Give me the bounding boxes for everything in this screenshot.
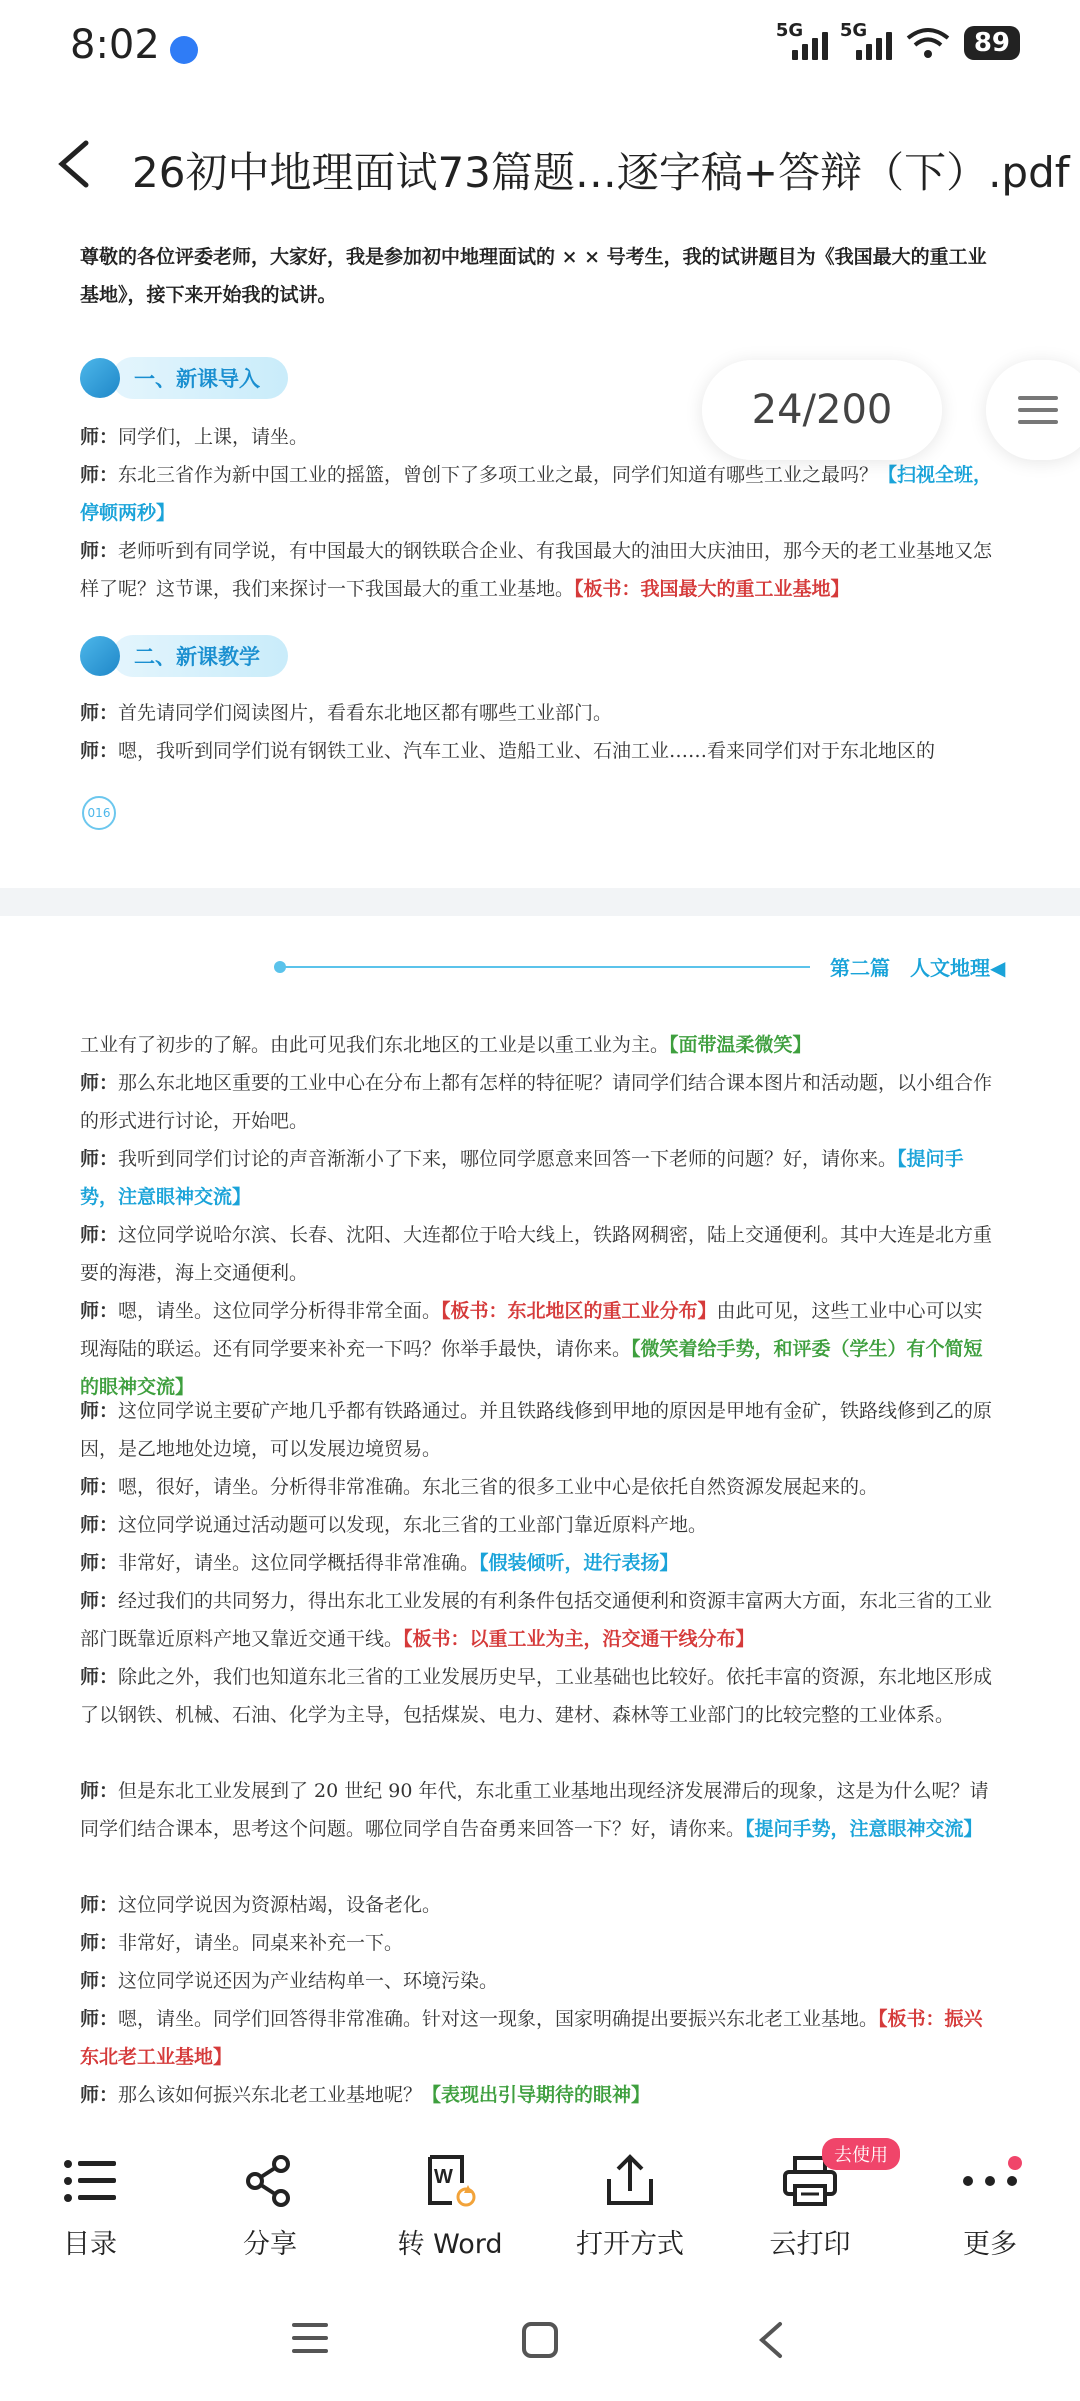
speaker-label: 师： [80,1148,119,1170]
toolbar-label: 目录 [63,2229,117,2260]
paragraph [80,1658,1000,1734]
speaker-label: 师： [80,1514,119,1536]
speaker-label: 师： [80,1224,119,1246]
notification-dot [1008,2156,1022,2170]
section-heading-new-intro [80,348,288,408]
paragraph [80,1506,1000,1544]
speaker-label: 师： [80,1780,119,1802]
paragraph [80,1886,1000,1924]
paragraph-text: 嗯，很好，请坐。分析得非常准确。东北三省的很多工业中心是依托自然资源发展起来的。 [118,1476,879,1498]
stage-note: 【假装倾听，进行表扬】 [479,1552,679,1574]
toolbar-cloud-print-button[interactable] [720,2136,900,2276]
speaker-label: 师： [80,1400,119,1422]
word-icon [422,2153,478,2209]
paragraph-text: 老师听到有同学说，有中国最大的钢铁联合企业、有我国最大的油田大庆油田，那今天的老工业基地又怎样了呢？这节课，我们来探讨一下我国最大的重工业基地。 [80,540,993,600]
paragraph [80,732,1000,770]
recents-icon [290,2320,330,2356]
stage-note: 【板书：以重工业为主，沿交通干线分布】 [403,1628,755,1650]
paragraph-text: 嗯，请坐。同学们回答得非常准确。针对这一现象，国家明确提出要振兴东北老工业基地。 [118,2008,879,2030]
board-note: 【板书：我国最大的重工业基地】 [574,578,850,600]
battery-indicator: 89 [964,26,1020,60]
page-separator [0,888,1080,916]
speaker-label: 师： [80,2084,119,2106]
toolbar-label: 打开方式 [576,2229,684,2260]
signal-label: 5G [839,20,868,41]
toolbar-contents-button[interactable] [0,2136,180,2276]
paragraph-text: 这位同学说通过活动题可以发现，东北三省的工业部门靠近原料产地。 [118,1514,708,1536]
speaker-label: 师： [80,1932,119,1954]
paragraph [80,1026,1000,1064]
paragraph-text: 经过我们的共同努力，得出东北工业发展的有利条件包括交通便利和资源丰富两大方面，东北三省的工业部门既靠近原料产地又靠近交通干线。 [80,1590,993,1650]
toolbar-share-button[interactable] [180,2136,360,2276]
speaker-label: 师： [80,464,119,486]
page-indicator[interactable]: 24/200 [702,360,942,460]
status-time: 8:02 [70,22,160,68]
paragraph-text: 那么东北地区重要的工业中心在分布上都有怎样的特征呢？请同学们结合课本图片和活动题，以小组合作的形式进行讨论，开始吧。 [80,1072,993,1132]
paragraph-text: 嗯，请坐。这位同学分析得非常全面。 [118,1300,442,1322]
speaker-label: 师： [80,1552,119,1574]
speaker-label: 师： [80,1300,119,1322]
signal-label: 5G [775,20,804,41]
speaker-label: 师： [80,1970,119,1992]
back-icon [756,2320,786,2360]
section-title: 二、新课教学 [112,635,288,677]
paragraph-text: 我听到同学们讨论的声音渐渐小了下来，哪位同学愿意来回答一下老师的问题？好，请你来。 [118,1148,898,1170]
paragraph [80,1292,1000,1406]
open-with-icon [603,2153,657,2209]
speaker-label: 师： [80,1666,119,1688]
stage-note: 【表现出引导期待的眼神】 [422,2084,651,2106]
paragraph-text: 但是东北工业发展到了 20 世纪 90 年代，东北重工业基地出现经济发展滞后的现象，这是为什么呢？请同学们结合课本，思考这个问题。哪位同学自告奋勇来回答一下？好，请你来。 [80,1780,989,1840]
share-icon [243,2154,297,2208]
paragraph [80,456,1000,532]
paragraph [80,1140,1000,1216]
title-bar [0,110,1080,220]
speaker-label: 师： [80,1476,119,1498]
paragraph [80,1962,1000,2000]
intro-paragraph: 尊敬的各位评委老师，大家好，我是参加初中地理面试的 × × 号考生，我的试讲题目为《我国最大的重工业基地》，接下来开始我的试讲。 [80,246,987,306]
stage-note: 【微笑着给手势，和评委（学生）有个简短的眼神交流】 [80,1338,983,1398]
paragraph-text: 那么该如何振兴东北老工业基地呢？ [118,2084,423,2106]
paragraph [80,1582,1000,1658]
speaker-label: 师： [80,540,119,562]
paragraph-text: 嗯，我听到同学们说有钢铁工业、汽车工业、造船工业、石油工业……看来同学们对于东北地区的 [118,740,936,762]
page-header: 第二篇 人文地理◀ [830,956,1006,980]
stage-note: 【板书：振兴东北老工业基地】 [80,2008,983,2068]
back-arrow-icon [56,139,90,189]
paragraph [80,694,1000,732]
speaker-label: 师： [80,1590,119,1612]
document-title: 26初中地理面试73篇题…逐字稿+答辩（下）.pdf [132,148,1070,197]
pdf-page-bottom [0,916,1080,2136]
paragraph-text: 这位同学说主要矿产地几乎都有铁路通过。并且铁路线修到甲地的原因是甲地有金矿，铁路线修到乙的原因，是乙地地处边境，可以发展边境贸易。 [80,1400,993,1460]
paragraph-text: 这位同学说还因为产业结构单一、环境污染。 [118,1970,499,1992]
list-icon [62,2156,118,2206]
stage-note: 【扫视全班，停顿两秒】 [80,464,993,524]
paragraph [80,1216,1000,1292]
paragraph [80,2000,1000,2076]
stage-note: 【提问手势，注意眼神交流】 [80,1148,964,1208]
nav-recents-button[interactable] [290,2320,330,2360]
paragraph-text: 东北三省作为新中国工业的摇篮，曾创下了多项工业之最，同学们知道有哪些工业之最吗？ [118,464,879,486]
paragraph-text: 除此之外，我们也知道东北三省的工业发展历史早，工业基础也比较好。依托丰富的资源，东北地区形成了以钢铁、机械、石油、化学为主导，包括煤炭、电力、建材、森林等工业部门的比较完整的工业体系。 [80,1666,993,1726]
print-promo-badge[interactable]: 去使用 [822,2138,900,2170]
header-rule [280,966,810,968]
section-title: 一、新课导入 [112,357,288,399]
nav-home-button[interactable] [520,2320,560,2364]
planet-icon [80,636,120,676]
paragraph-text: 这位同学说因为资源枯竭，设备老化。 [118,1894,442,1916]
paragraph [80,532,1000,608]
paragraph [80,1544,1000,1582]
back-button[interactable] [56,138,90,203]
menu-icon [1018,388,1058,432]
signal-icon [839,20,892,60]
pdf-page-top [0,228,1080,888]
nav-back-button[interactable] [756,2320,786,2364]
paragraph [80,2076,1000,2114]
paragraph-text: 非常好，请坐。同桌来补充一下。 [118,1932,404,1954]
wifi-icon [906,26,950,60]
paragraph [80,1468,1000,1506]
system-nav-bar [0,2276,1080,2401]
status-bar [0,0,1080,100]
more-icon [960,2171,1020,2191]
app-notification-icon [170,36,198,64]
paragraph-text: 同学们，上课，请坐。 [118,426,309,448]
paragraph [80,1392,1000,1468]
toolbar-label: 分享 [243,2229,297,2260]
paragraph-text: 非常好，请坐。这位同学概括得非常准确。 [118,1552,480,1574]
speaker-label: 师： [80,426,119,448]
section-heading-new-teaching [80,626,288,686]
speaker-label: 师： [80,1072,119,1094]
toolbar-label: 转 Word [397,2229,503,2260]
toolbar-more-button[interactable] [900,2136,1080,2276]
home-icon [520,2320,560,2360]
paragraph-text: 工业有了初步的了解。由此可见我们东北地区的工业是以重工业为主。 [80,1034,670,1056]
svg-text:W: W [434,2166,453,2188]
paragraph [80,1772,1000,1848]
toolbar-label: 更多 [963,2229,1017,2260]
paragraph [80,1064,1000,1140]
paragraph-text: 这位同学说哈尔滨、长春、沈阳、大连都位于哈大线上，铁路网稠密，陆上交通便利。其中大连是北方重要的海港，海上交通便利。 [80,1224,993,1284]
speaker-label: 师： [80,1894,119,1916]
speaker-label: 师： [80,740,119,762]
paragraph-text: 首先请同学们阅读图片，看看东北地区都有哪些工业部门。 [118,702,613,724]
page-number: 016 [82,796,116,830]
stage-note: 【面带温柔微笑】 [669,1034,812,1056]
outline-menu-button[interactable] [986,360,1080,460]
bottom-toolbar [0,2136,1080,2276]
speaker-label: 师： [80,702,119,724]
stage-note: 【板书：东北地区的重工业分布】 [441,1300,717,1322]
paragraph-text: 由此可见，这些工业中心可以实现海陆的联运。还有同学要来补充一下吗？你举手最快，请你来。 [80,1300,983,1360]
signal-icon [775,20,828,60]
toolbar-open-with-button[interactable] [540,2136,720,2276]
speaker-label: 师： [80,2008,119,2030]
stage-note: 【提问手势，注意眼神交流】 [745,1818,983,1840]
paragraph [80,1924,1000,1962]
toolbar-to-word-button[interactable] [360,2136,540,2276]
toolbar-label: 云打印 [769,2229,851,2260]
planet-icon [80,358,120,398]
